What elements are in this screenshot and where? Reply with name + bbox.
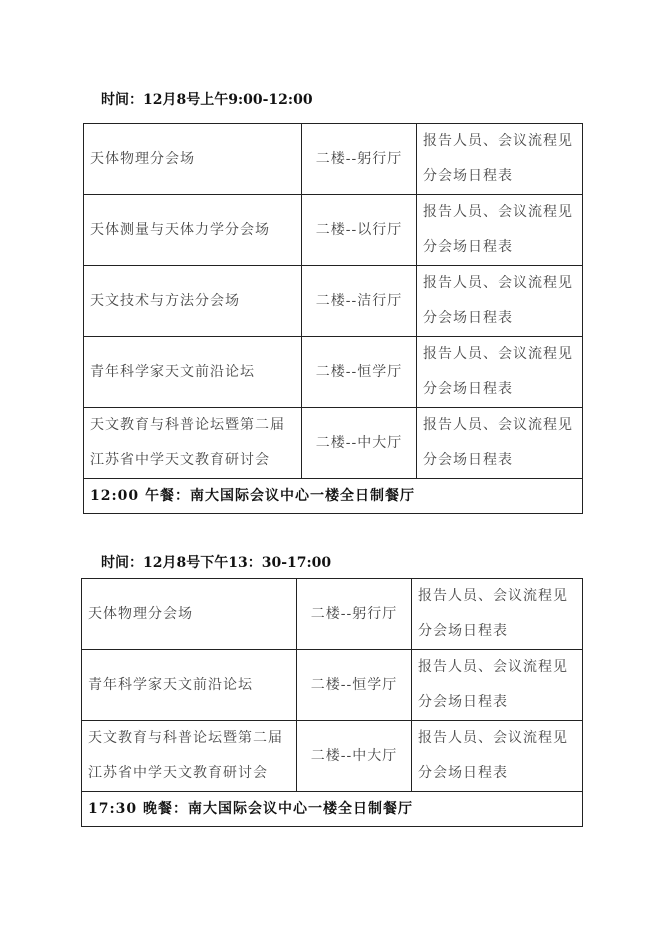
session-name-cell: 天体物理分会场 [84,124,302,195]
meal-footer: 12:00 午餐：南大国际会议中心一楼全日制餐厅 [84,479,583,514]
session-name-cell: 青年科学家天文前沿论坛 [82,650,297,721]
table-row [84,408,583,479]
meal-footer: 17:30 晚餐：南大国际会议中心一楼全日制餐厅 [82,792,583,827]
note-cell: 报告人员、会议流程见分会场日程表 [417,408,583,479]
afternoon-schedule-table [81,578,583,827]
session-name-cell: 天体物理分会场 [82,579,297,650]
table-row [84,337,583,408]
table-row [82,650,583,721]
location-cell: 二楼--恒学厅 [302,337,417,408]
session-name-cell: 天体测量与天体力学分会场 [84,195,302,266]
note-cell: 报告人员、会议流程见分会场日程表 [417,337,583,408]
location-cell: 二楼--以行厅 [302,195,417,266]
afternoon-time-heading: 时间：12月8号下午13：30-17:00 [101,555,332,571]
location-cell: 二楼--恒学厅 [297,650,412,721]
note-cell: 报告人员、会议流程见分会场日程表 [417,195,583,266]
session-name-cell: 天文教育与科普论坛暨第二届江苏省中学天文教育研讨会 [82,721,297,792]
session-name-cell: 青年科学家天文前沿论坛 [84,337,302,408]
note-cell: 报告人员、会议流程见分会场日程表 [412,650,583,721]
table-row [82,579,583,650]
morning-time-heading: 时间：12月8号上午9:00-12:00 [101,92,313,108]
session-name-cell: 天文教育与科普论坛暨第二届江苏省中学天文教育研讨会 [84,408,302,479]
note-cell: 报告人员、会议流程见分会场日程表 [412,721,583,792]
location-cell: 二楼--躬行厅 [297,579,412,650]
note-cell: 报告人员、会议流程见分会场日程表 [417,124,583,195]
table-row [84,195,583,266]
morning-schedule-table [83,123,583,514]
location-cell: 二楼--中大厅 [302,408,417,479]
session-name-cell: 天文技术与方法分会场 [84,266,302,337]
location-cell: 二楼--洁行厅 [302,266,417,337]
location-cell: 二楼--中大厅 [297,721,412,792]
table-row [84,266,583,337]
table-row [84,124,583,195]
note-cell: 报告人员、会议流程见分会场日程表 [412,579,583,650]
location-cell: 二楼--躬行厅 [302,124,417,195]
note-cell: 报告人员、会议流程见分会场日程表 [417,266,583,337]
table-row [82,721,583,792]
